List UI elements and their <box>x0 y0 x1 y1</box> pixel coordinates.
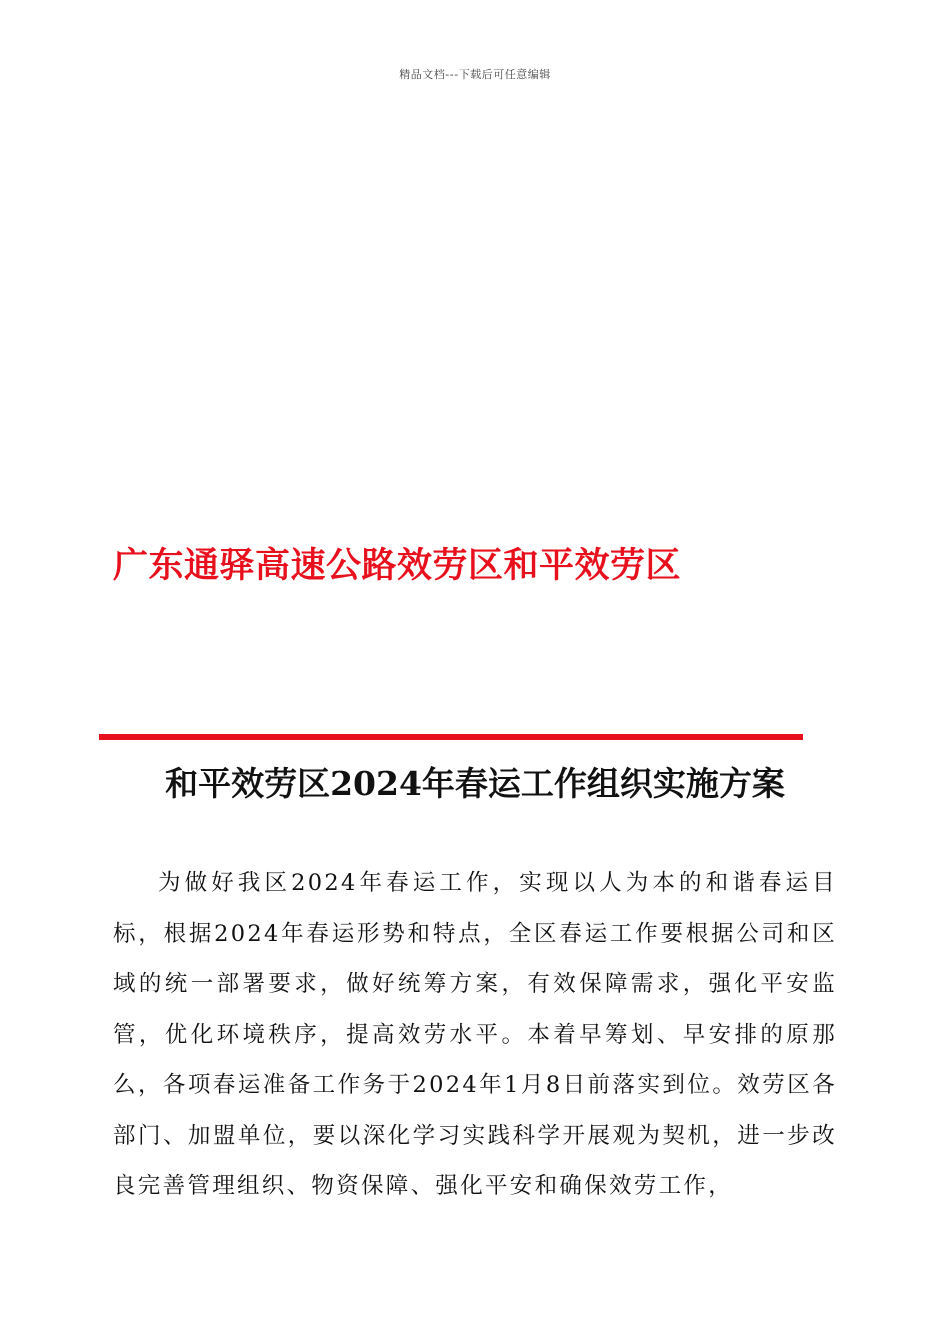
document-title: 和平效劳区2024年春运工作组织实施方案 <box>165 764 785 803</box>
organization-title: 广东通驿高速公路效劳区和平效劳区 <box>113 546 682 586</box>
body-paragraph: 为做好我区2024年春运工作，实现以人为本的和谐春运目标，根据2024年春运形势和特点，全区春运工作要根据公司和区域的统一部署要求，做好统筹方案，有效保障需求，强化平安监管，优化环境秩序，提高效劳水平。本着早筹划、早安排的原那么，各项春运准备工作务于2024年1月8日前落实到位。效劳区各部门、加盟单位，要以深化学习实践科学开展观为契机，进一步改良完善管理组织、物资保障、强化平安和确保效劳工作， <box>113 870 837 1199</box>
header-watermark: 精品文档---下载后可任意编辑 <box>399 68 551 81</box>
red-divider-rule <box>99 734 803 740</box>
